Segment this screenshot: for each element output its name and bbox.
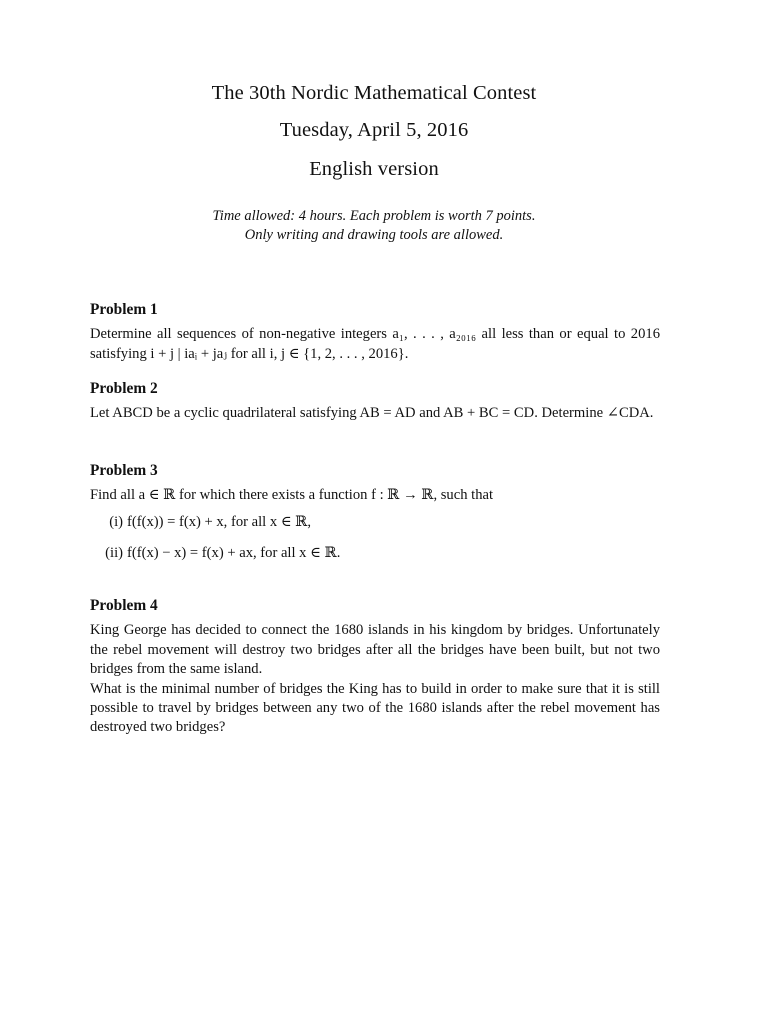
problem-4 <box>90 596 660 738</box>
condition-list <box>90 513 660 575</box>
rules-tools-allowed: Only writing and drawing tools are allowed. <box>244 227 504 243</box>
condition-item <box>90 513 660 544</box>
contest-date: Tuesday, April 5, 2016 <box>279 119 469 141</box>
condition-item <box>90 544 660 575</box>
problem-question: What is the minimal number of bridges the King has to build in order to make sure that it is still possible to travel by bridges between any two of the 1680 islands after the rebel movement has destroyed two bridges? <box>90 680 660 736</box>
blank-page-area <box>0 760 768 1024</box>
problem-heading: Problem 4 <box>90 597 158 614</box>
problem-heading: Problem 1 <box>90 301 158 318</box>
condition-text: f(f(x) − x) = f(x) + ax, for all x ∈ ℝ. <box>127 544 341 561</box>
condition-label: (ii) <box>105 544 123 561</box>
problem-statement: King George has decided to connect the 1680 islands in his kingdom by bridges. Unfortunately the rebel movement will destroy two bridges after all the bridges have been built, but not two bridges from the same island. <box>90 622 660 678</box>
problem-2 <box>90 379 660 424</box>
problem-statement: Find all a ∈ ℝ for which there exists a function f : ℝ → ℝ, such that <box>90 487 494 504</box>
problem-heading: Problem 3 <box>90 462 158 479</box>
contest-title: The 30th Nordic Mathematical Contest <box>211 82 537 104</box>
problem-3 <box>90 461 660 575</box>
condition-text: f(f(x)) = f(x) + x, for all x ∈ ℝ, <box>127 513 312 530</box>
problem-1 <box>90 300 660 364</box>
condition-label: (i) <box>109 513 123 530</box>
exam-rules <box>0 207 748 245</box>
language-version: English version <box>309 158 439 180</box>
problem-statement: Let ABCD be a cyclic quadrilateral satisfying AB = AD and AB + BC = CD. Determine ∠CDA. <box>90 405 654 422</box>
problem-heading: Problem 2 <box>90 380 158 397</box>
rules-time-allowed: Time allowed: 4 hours. Each problem is worth 7 points. <box>212 208 536 224</box>
problem-statement: Determine all sequences of non-negative integers a₁, . . . , a₂₀₁₆ all less than or equal to 2016 satisfying i + j | iaᵢ + jaⱼ for all i, j ∈ {1, 2, . . . , 2016}. <box>90 326 660 362</box>
